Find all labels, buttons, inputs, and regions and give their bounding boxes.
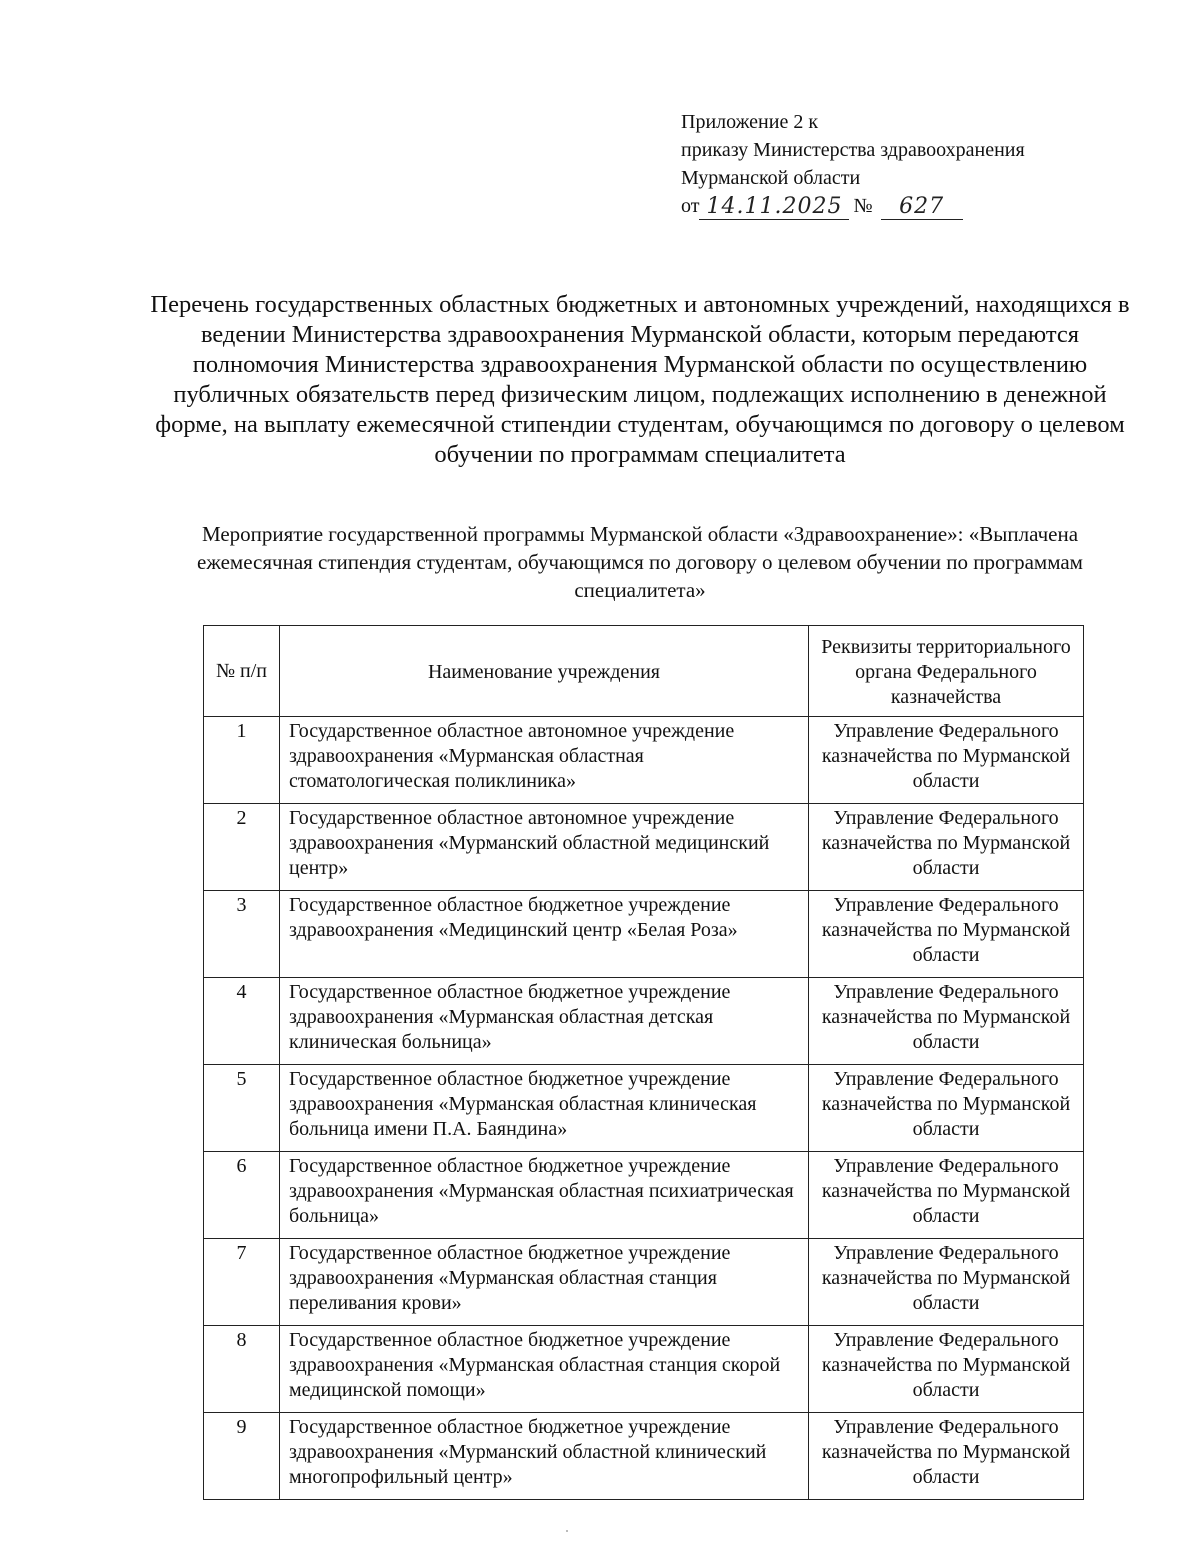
row-requisites: Управление Федерального казначейства по Мурманской области [809, 804, 1084, 891]
table-header-row [204, 626, 1084, 717]
row-name: Государственное областное бюджетное учреждение здравоохранения «Медицинский центр «Белая Роза» [280, 891, 809, 978]
row-name: Государственное областное бюджетное учреждение здравоохранения «Мурманская областная детская клиническая больница» [280, 978, 809, 1065]
table-row [204, 804, 1084, 891]
row-requisites: Управление Федерального казначейства по Мурманской области [809, 891, 1084, 978]
row-num: 8 [204, 1326, 280, 1413]
scan-speck [566, 1530, 568, 1532]
row-requisites: Управление Федерального казначейства по Мурманской области [809, 717, 1084, 804]
table-row [204, 978, 1084, 1065]
row-num: 9 [204, 1413, 280, 1500]
row-name: Государственное областное бюджетное учреждение здравоохранения «Мурманская областная станция переливания крови» [280, 1239, 809, 1326]
row-name: Государственное областное автономное учреждение здравоохранения «Мурманская областная стоматологическая поликлиника» [280, 717, 809, 804]
row-num: 4 [204, 978, 280, 1065]
row-num: 7 [204, 1239, 280, 1326]
handwritten-date: 14.11.2025 [699, 195, 849, 220]
row-num: 1 [204, 717, 280, 804]
handwritten-number: 627 [881, 195, 963, 220]
row-requisites: Управление Федерального казначейства по Мурманской области [809, 1239, 1084, 1326]
document-title: Перечень государственных областных бюджетных и автономных учреждений, находящихся в ведении Министерства здравоохранения Мурманской области, которым передаются полномочия Министерства здравоохранения Мурманской области по осуществлению публичных обязательств перед физическим лицом, подлежащих исполнению в денежной форме, на выплату ежемесячной стипендии студентам, обучающимся по договору о целевом обучении по программам специалитета [150, 291, 1130, 468]
appendix-line-3: Мурманской области [681, 167, 861, 189]
row-name: Государственное областное бюджетное учреждение здравоохранения «Мурманская областная психиатрическая больница» [280, 1152, 809, 1239]
table-row [204, 717, 1084, 804]
row-num: 5 [204, 1065, 280, 1152]
table-row [204, 1065, 1084, 1152]
row-num: 6 [204, 1152, 280, 1239]
header-name: Наименование учреждения [280, 626, 809, 717]
row-requisites: Управление Федерального казначейства по Мурманской области [809, 1326, 1084, 1413]
row-num: 3 [204, 891, 280, 978]
header-requisites: Реквизиты территориального органа Федерального казначейства [809, 626, 1084, 717]
table-row [204, 1152, 1084, 1239]
row-name: Государственное областное бюджетное учреждение здравоохранения «Мурманский областной клинический многопрофильный центр» [280, 1413, 809, 1500]
appendix-header [681, 108, 1101, 220]
document-subtitle: Мероприятие государственной программы Мурманской области «Здравоохранение»: «Выплачена ежемесячная стипендия студентам, обучающимся по договору о целевом обучении по программам специалитета» [197, 522, 1083, 602]
appendix-line-1: Приложение 2 к [681, 111, 819, 133]
table-row [204, 1413, 1084, 1500]
table-row [204, 891, 1084, 978]
row-requisites: Управление Федерального казначейства по Мурманской области [809, 1065, 1084, 1152]
table-row [204, 1326, 1084, 1413]
number-label: № [853, 195, 873, 217]
institutions-table [203, 625, 1084, 1500]
row-requisites: Управление Федерального казначейства по Мурманской области [809, 1152, 1084, 1239]
date-prefix: от [681, 195, 700, 217]
row-name: Государственное областное автономное учреждение здравоохранения «Мурманский областной медицинский центр» [280, 804, 809, 891]
order-date-number [681, 192, 1101, 220]
table-row [204, 1239, 1084, 1326]
header-num: № п/п [204, 626, 280, 717]
appendix-line-2: приказу Министерства здравоохранения [681, 139, 1025, 161]
row-name: Государственное областное бюджетное учреждение здравоохранения «Мурманская областная клиническая больница имени П.А. Баяндина» [280, 1065, 809, 1152]
row-name: Государственное областное бюджетное учреждение здравоохранения «Мурманская областная станция скорой медицинской помощи» [280, 1326, 809, 1413]
row-requisites: Управление Федерального казначейства по Мурманской области [809, 978, 1084, 1065]
row-requisites: Управление Федерального казначейства по Мурманской области [809, 1413, 1084, 1500]
row-num: 2 [204, 804, 280, 891]
